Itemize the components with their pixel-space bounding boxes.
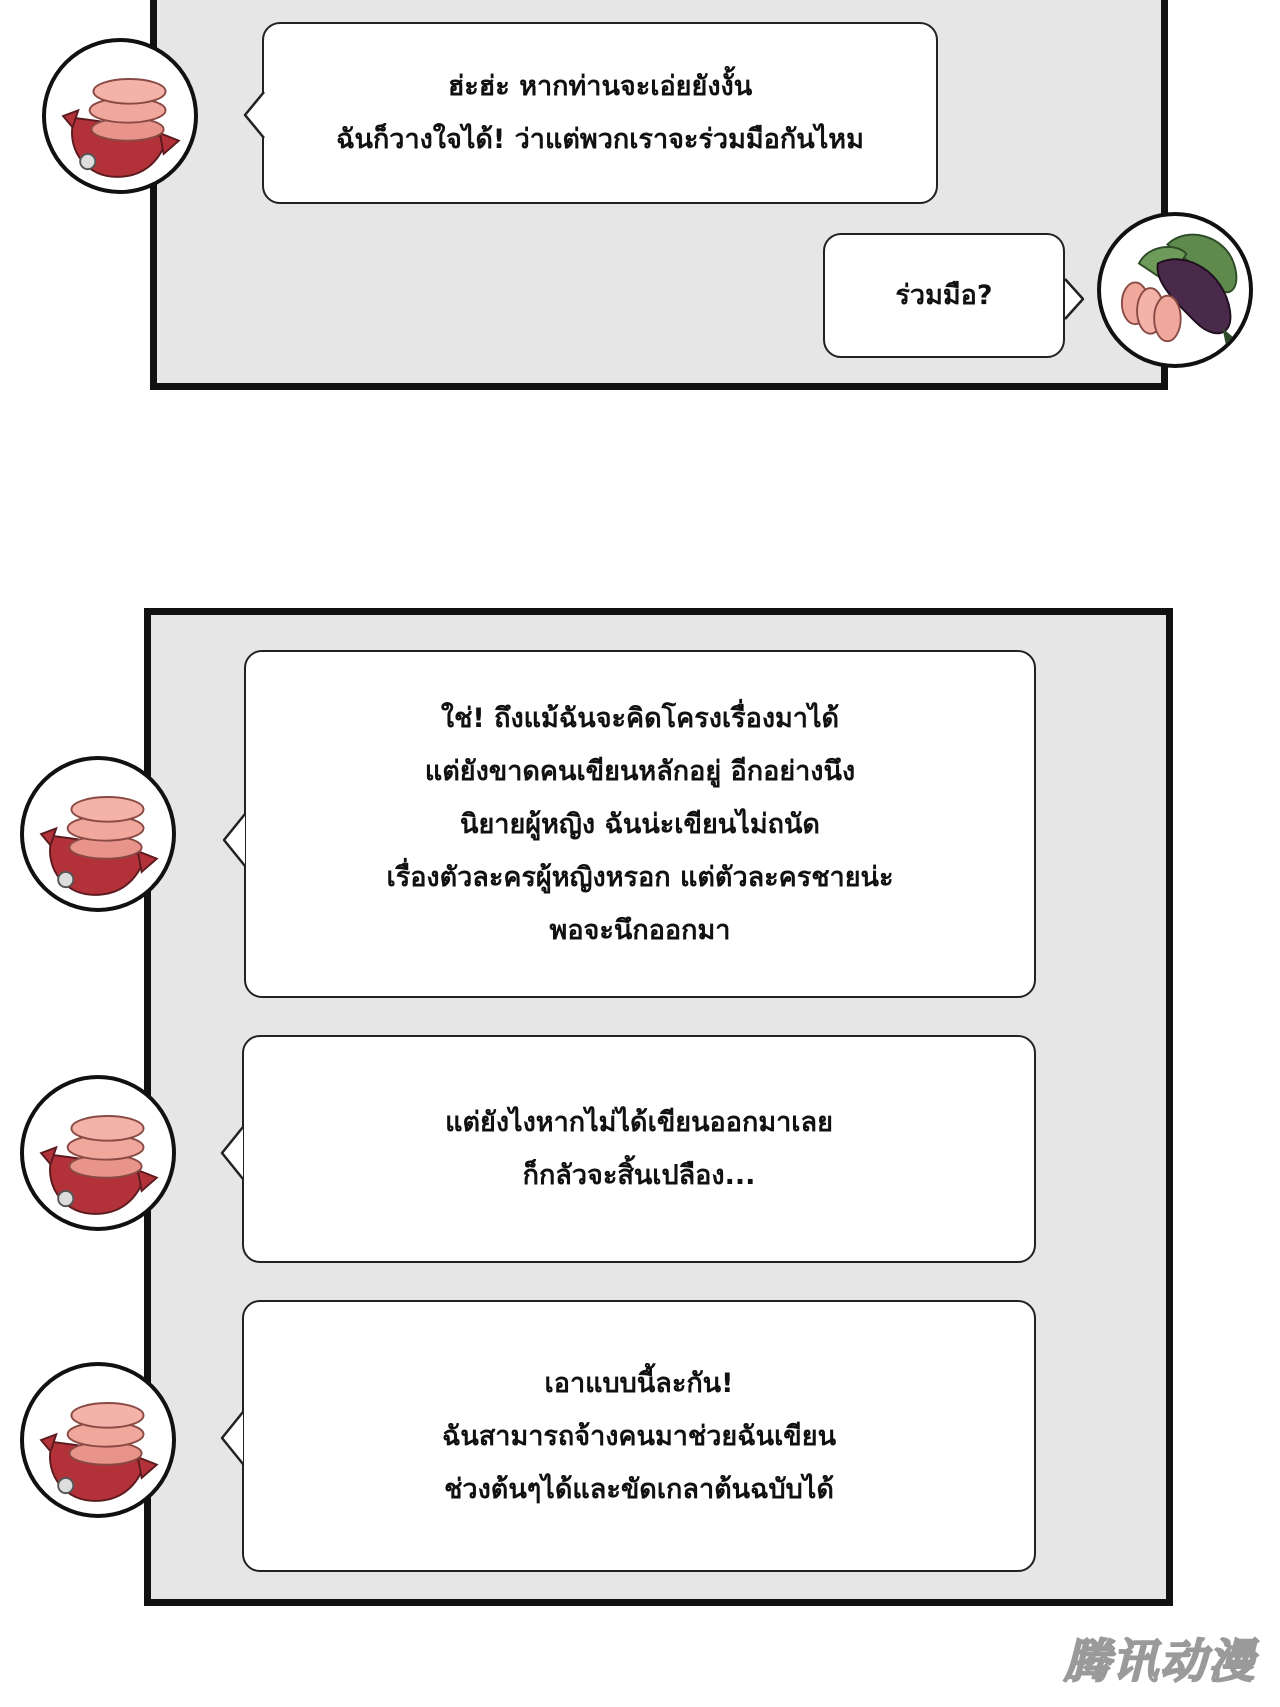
sausage-character-avatar (20, 1362, 176, 1518)
speech-bubble-1-tail (242, 90, 266, 140)
speech-text-4: แต่ยังไงหากไม่ได้เขียนออกมาเลย ก็กลัวจะสิ้นเปลือง... (445, 1107, 833, 1191)
speech-bubble-4-tail (219, 1125, 245, 1181)
speech-text-3: ใช่! ถึงแม้ฉันจะคิดโครงเรื่องมาได้ แต่ยังขาดคนเขียนหลักอยู่ อีกอย่างนึง นิยายผู้หญิง ฉันน่ะเขียนไม่ถนัด เรื่องตัวละครผู้หญิงหรอก แต่ตัวละครชายน่ะ พอจะนึกออกมา (386, 702, 894, 946)
speech-text-1: ฮ่ะฮ่ะ หากท่านจะเอ่ยยังงั้น ฉันก็วางใจได้! ว่าแต่พวกเราจะร่วมมือกันไหม (336, 71, 864, 155)
sausage-character-icon (24, 760, 172, 908)
sausage-character-avatar (20, 756, 176, 912)
speech-bubble-3-tail (221, 812, 247, 868)
speech-bubble-2 (823, 233, 1065, 358)
sausage-character-avatar (20, 1075, 176, 1231)
speech-bubble-5-tail (219, 1410, 245, 1466)
speech-bubble-1 (262, 22, 938, 204)
eggplant-character-icon (1101, 216, 1249, 364)
eggplant-character-avatar (1097, 212, 1253, 368)
speech-bubble-3 (244, 650, 1036, 998)
sausage-character-icon (24, 1079, 172, 1227)
speech-bubble-4 (242, 1035, 1036, 1263)
sausage-character-icon (46, 42, 194, 190)
speech-bubble-5 (242, 1300, 1036, 1572)
sausage-character-icon (24, 1366, 172, 1514)
speech-bubble-2-tail (1063, 277, 1087, 321)
speech-text-5: เอาแบบนี้ละกัน! ฉันสามารถจ้างคนมาช่วยฉันเขียน ช่วงต้นๆได้และขัดเกลาต้นฉบับได้ (441, 1367, 837, 1505)
sausage-character-avatar (42, 38, 198, 194)
speech-text-2: ร่วมมือ? (895, 280, 993, 311)
watermark-logo: 腾讯动漫 (1064, 1634, 1256, 1688)
